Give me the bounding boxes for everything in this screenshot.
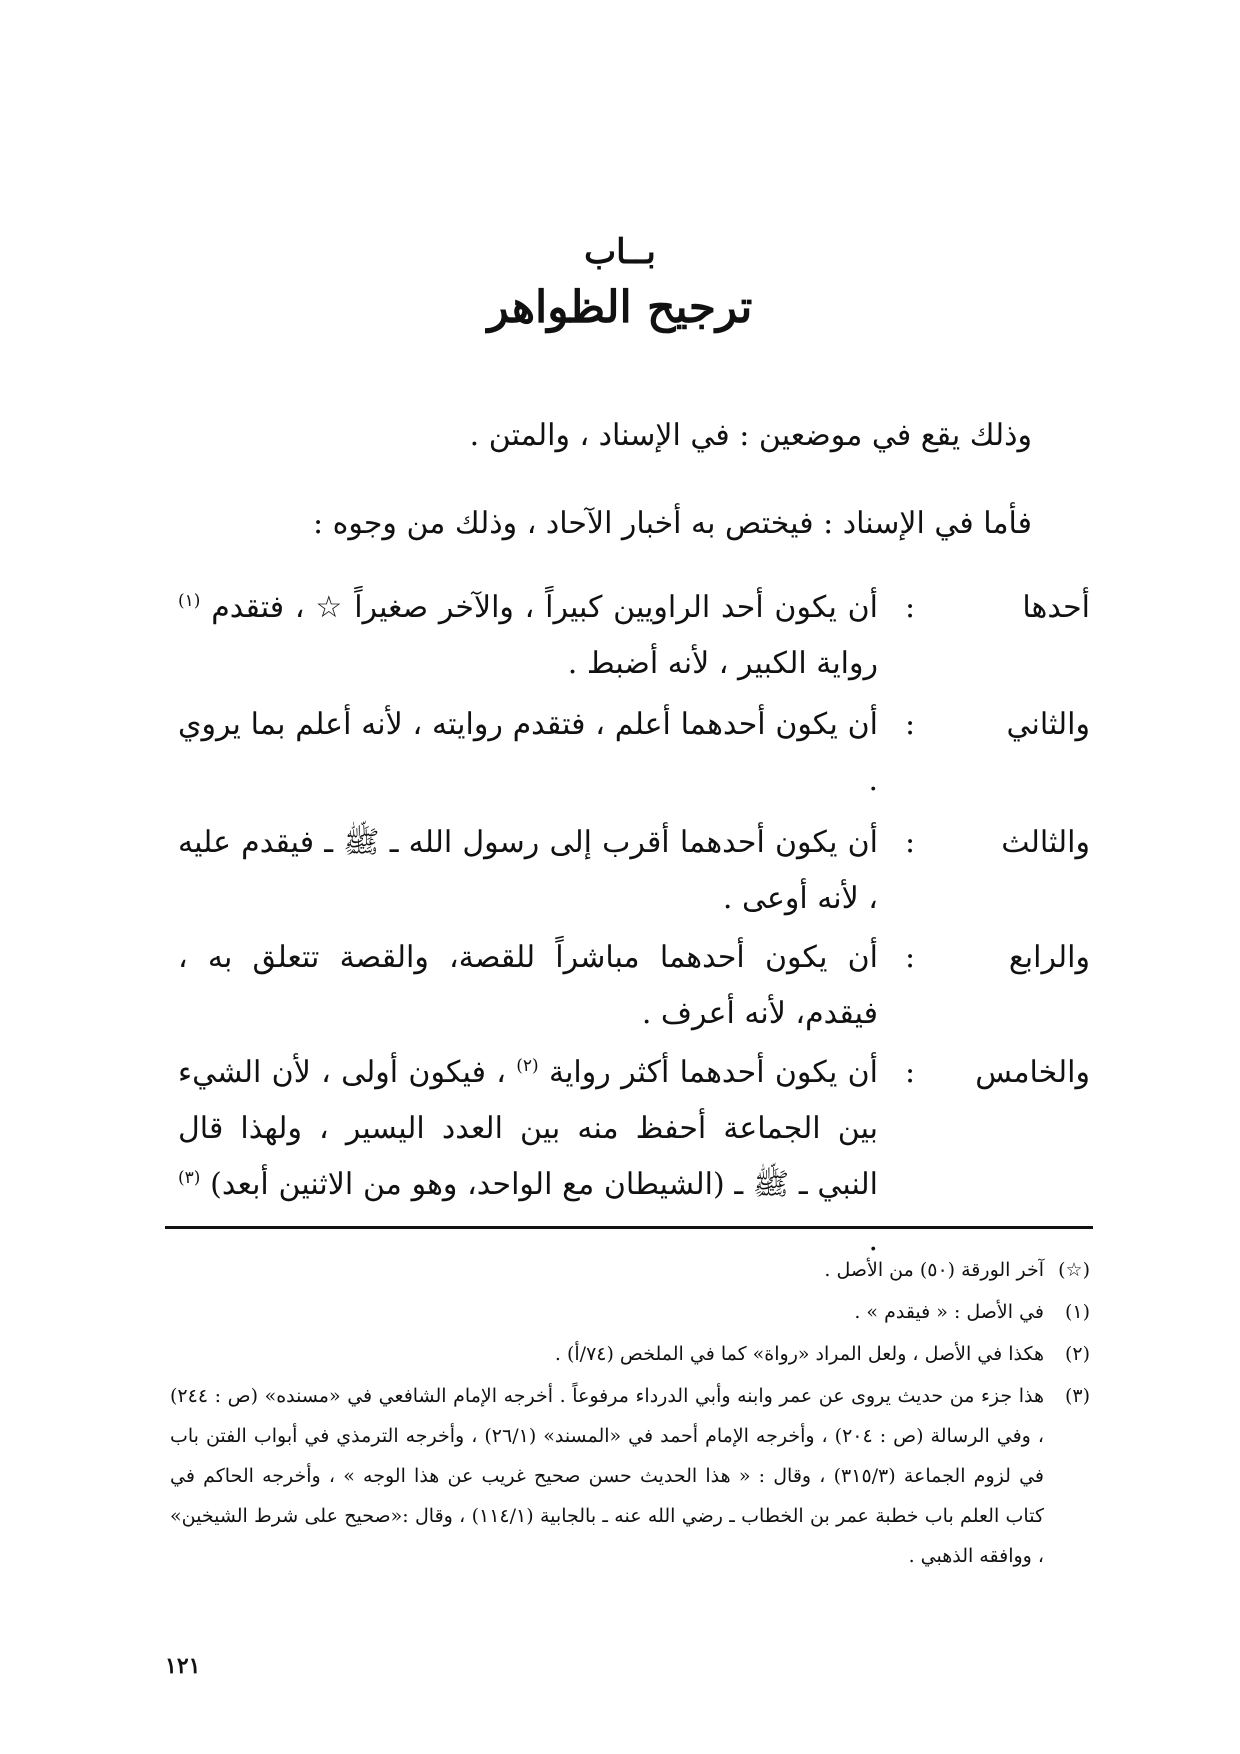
item-term: والثاني [1006,707,1090,742]
footnote-text: هكذا في الأصل ، ولعل المراد «رواة» كما في الملخص (٧٤/أ) . [554,1343,1044,1365]
footnote [170,1334,1090,1374]
footnote-text: هذا جزء من حديث يروى عن عمر وابنه وأبي الدرداء مرفوعاً . أخرجه الإمام الشافعي في «مسنده» (ص : ٢٤٤) ، وفي الرسالة (ص : ٢٠٤) ، وأخرجه الإمام أحمد في «المسند» (٢٦/١) ، وأخرجه الترمذي في أبواب الفتن باب في لزوم الجماعة (٣١٥/٣) ، وقال : « هذا الحديث حسن صحيح غريب عن هذا الوجه » ، وأخرجه الحاكم في كتاب العلم باب خطبة عمر بن الخطاب ـ رضي الله عنه ـ بالجابية (١١٤/١) ، وقال :«صحيح على شرط الشيخين» ، ووافقه الذهبي . [170,1385,1044,1567]
footnote-mark: (٣) [1064,1385,1090,1407]
item-colon: : [904,590,916,625]
item-text: أن يكون أحدهما مباشراً للقصة، والقصة تتعلق به ، فيقدم، لأنه أعرف . [178,940,878,1031]
item-colon: : [904,825,916,860]
footnote-ref: (١) [178,591,201,611]
intro-paragraph-2: فأما في الإسناد : فيختص به أخبار الآحاد ، وذلك من وجوه : [313,506,1032,541]
footnote-ref: (٢) [516,1056,539,1076]
item-text [178,580,878,692]
footnote-divider [165,1226,1093,1229]
item-text: أن يكون أحدهما أعلم ، فتقدم روايته ، لأنه أعلم بما يروي . [178,707,878,798]
item-text-part: أن يكون أحدهما أكثر رواية [549,1055,878,1090]
chapter-label: بــاب [584,232,656,272]
footnote-text: آخر الورقة (٥٠) من الأصل . [824,1259,1044,1281]
footnote [170,1292,1090,1332]
footnote-mark: (☆) [1058,1259,1090,1281]
item-text-part: رواية الكبير ، لأنه أضبط . [567,646,878,681]
footnote-ref: (٣) [178,1168,201,1188]
item-text-part: أن يكون أحد الراويين كبيراً ، والآخر صغيراً ☆ ، فتقدم [211,590,878,625]
item-colon: : [904,1055,916,1090]
item-term: والخامس [975,1055,1090,1090]
footnote-mark: (٢) [1064,1343,1090,1365]
item-term: أحدها [1022,590,1090,625]
page-number: ١٢١ [165,1653,201,1679]
chapter-title: ترجيح الظواهر [487,282,753,333]
footnote [170,1376,1090,1576]
item-colon: : [904,940,916,975]
item-term: والرابع [1008,940,1090,975]
footnote [170,1250,1090,1290]
item-text-part: ، فيكون أولى ، لأن الشيء بين الجماعة أحفظ منه بين العدد اليسير ، ولهذا قال النبي ـ ﷺ ـ (الشيطان مع الواحد، وهو من الاثنين أبعد) [178,1055,878,1202]
item-text [178,1045,878,1269]
item-text: أن يكون أحدهما أقرب إلى رسول الله ـ ﷺ ـ فيقدم عليه ، لأنه أوعى . [178,825,878,916]
item-term: والثالث [1001,825,1090,860]
intro-paragraph-1: وذلك يقع في موضعين : في الإسناد ، والمتن . [469,418,1032,453]
footnotes [170,1250,1090,1578]
item-colon: : [904,707,916,742]
footnote-mark: (١) [1064,1301,1090,1323]
footnote-text: في الأصل : « فيقدم » . [854,1301,1044,1323]
item-text-part: . [868,1223,878,1258]
